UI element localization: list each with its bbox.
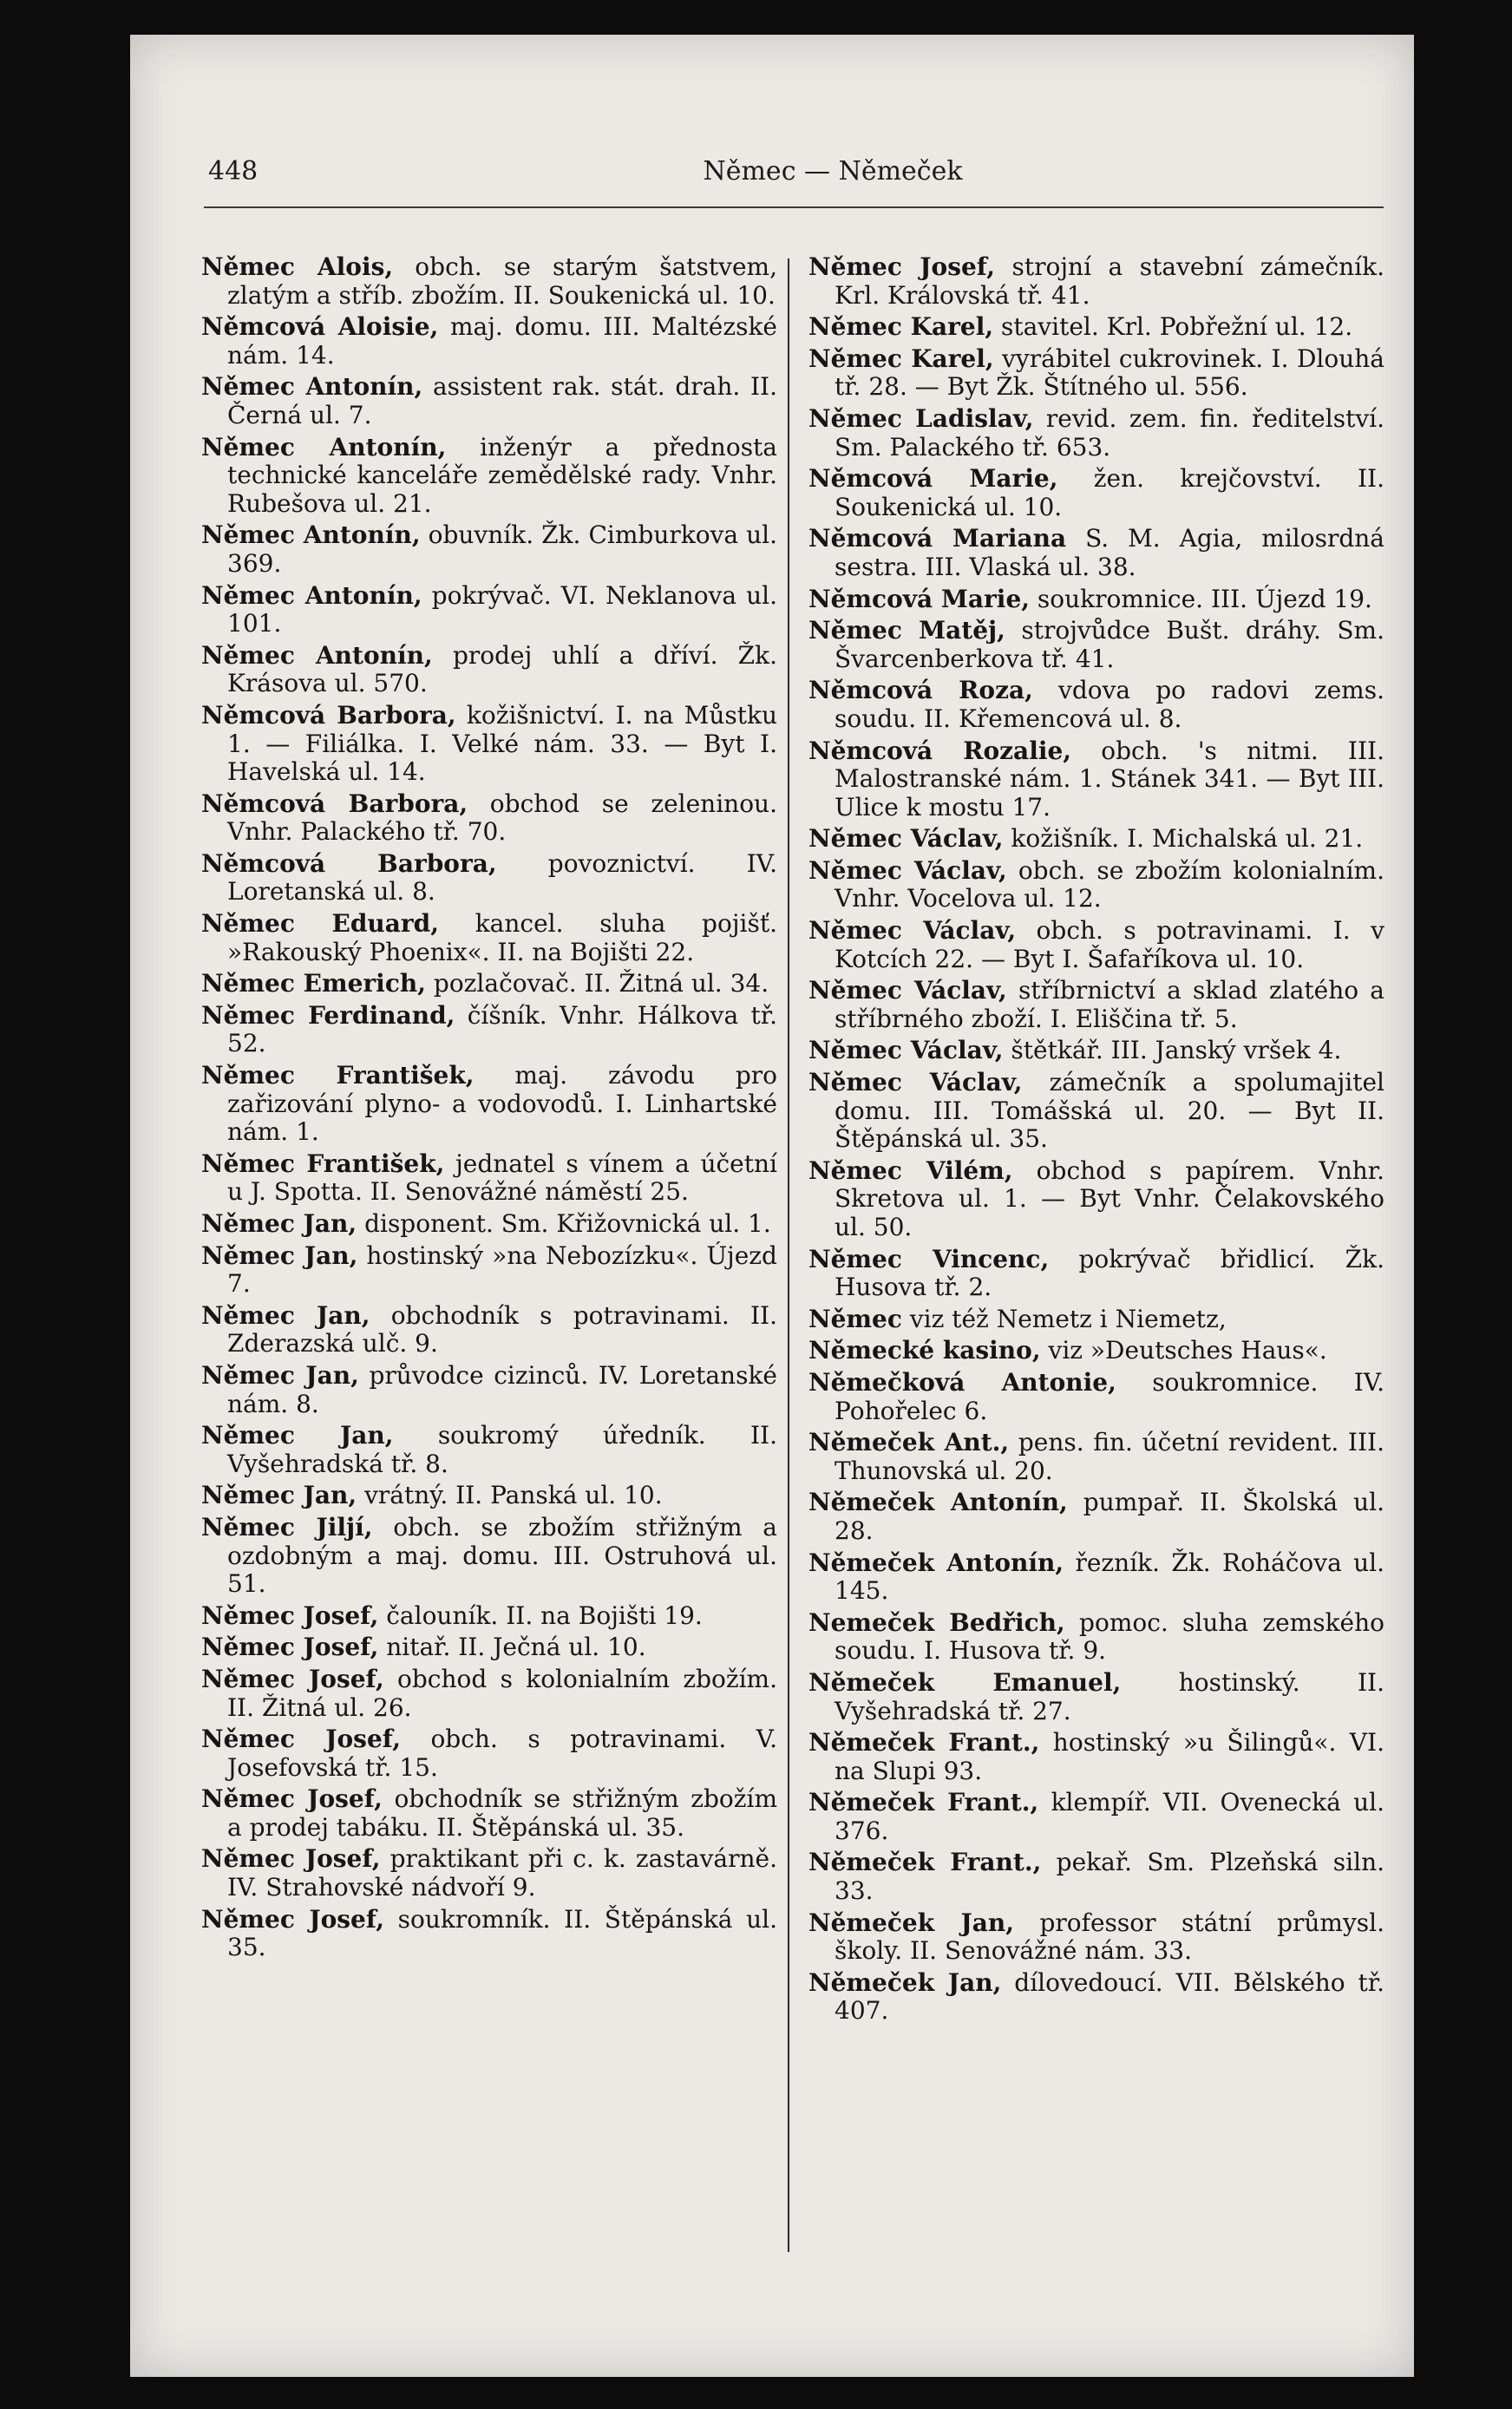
directory-entry: [201, 910, 777, 966]
entry-details: hostinský »u Šilingů«. VI. na Slupi 93.: [835, 1728, 1384, 1785]
entry-name: Němec Josef,: [201, 1844, 381, 1874]
entry-name: Němcová Mariana: [808, 524, 1067, 553]
entry-name: Němec Eduard,: [201, 909, 439, 939]
entry-name: Němec Antonín,: [201, 432, 447, 462]
entry-name: Němec Václav,: [808, 1068, 1023, 1097]
entry-name: Němec Ladislav,: [808, 403, 1034, 433]
entry-name: Němec Jan,: [201, 1481, 357, 1510]
entry-name: Němec Ferdinand,: [201, 1000, 455, 1030]
directory-entry: [201, 1242, 777, 1299]
directory-entry: [201, 373, 777, 429]
entry-details: obchodník se střižným zbožím a prodej tabáku. II. Štěpánská ul. 35.: [227, 1784, 778, 1842]
entry-name: Němeček Frant.,: [808, 1848, 1042, 1877]
entry-details: obchodník s potravinami. II. Zderazská ulč. 9.: [227, 1300, 778, 1358]
directory-entry: [808, 977, 1384, 1033]
entry-details: maj. domu. III. Maltézské nám. 14.: [227, 312, 777, 370]
directory-entry: [201, 582, 777, 638]
entry-details: jednatel s vínem a účetní u J. Spotta. II. Senovážné náměstí 25.: [227, 1149, 777, 1207]
directory-entry: [201, 642, 777, 698]
entry-name: Němec Antonín,: [201, 372, 423, 402]
entry-details: pens. fin. účetní revident. III. Thunovská ul. 20.: [835, 1428, 1384, 1485]
entry-details: stavitel. Krl. Pobřežní ul. 12.: [1000, 312, 1353, 342]
directory-entry: [201, 434, 777, 519]
directory-entry: [808, 1069, 1384, 1154]
entry-name: Němec Václav,: [808, 824, 1004, 854]
entry-details: viz též Nemetz i Niemetz,: [909, 1304, 1227, 1333]
directory-entry: [808, 1369, 1384, 1425]
entry-name: Němec Josef,: [201, 1633, 379, 1662]
entry-name: Němec Václav,: [808, 916, 1017, 946]
directory-entry: [201, 1906, 777, 1962]
entry-name: Němec Josef,: [201, 1664, 384, 1693]
entry-details: obchod se zeleninou. Vnhr. Palackého tř. 70.: [227, 789, 777, 847]
entry-details: povoznictví. IV. Loretanská ul. 8.: [227, 848, 777, 907]
entry-details: obch. s potravinami. I. v Kotcích 22. — Byt I. Šafaříkova ul. 10.: [835, 916, 1384, 973]
entry-details: obch. se zbožím kolonialním. Vnhr. Vocelova ul. 12.: [835, 855, 1384, 913]
directory-entry: [201, 790, 777, 847]
entry-details: soukromý úředník. II. Vyšehradská tř. 8.: [227, 1421, 777, 1478]
entry-details: assistent rak. stát. drah. II. Černá ul. 7.: [227, 372, 777, 429]
entry-name: Němcová Marie,: [808, 584, 1031, 613]
entry-details: číšník. Vnhr. Hálkova tř. 52.: [227, 1000, 777, 1058]
entry-details: kožišník. I. Michalská ul. 21.: [1011, 824, 1364, 854]
entry-name: Němec Alois,: [201, 252, 394, 281]
entry-name: Němec Vilém,: [808, 1155, 1013, 1185]
entry-name: Němec Josef,: [201, 1725, 401, 1754]
entry-name: Němec Václav,: [808, 976, 1007, 1005]
directory-entry: [808, 1969, 1384, 2026]
page-header: [208, 156, 1388, 208]
directory-entry: [201, 1062, 777, 1147]
entry-details: hostinský. II. Vyšehradská tř. 27.: [835, 1667, 1385, 1725]
directory-entry: [808, 313, 1384, 342]
entry-details: pekař. Sm. Plzeňská siln. 33.: [835, 1848, 1384, 1906]
entry-details: čalouník. II. na Bojišti 19.: [386, 1601, 703, 1630]
entry-details: soukromnice. IV. Pohořelec 6.: [835, 1367, 1384, 1425]
directory-entry: [201, 253, 777, 310]
entry-name: Němec Josef,: [808, 252, 995, 281]
entry-details: dílovedoucí. VII. Bělského tř. 407.: [835, 1967, 1384, 2026]
entry-name: Němcová Barbora,: [201, 848, 497, 878]
directory-entry: [808, 1337, 1384, 1365]
directory-entry: [808, 405, 1384, 462]
directory-entry: [201, 970, 777, 998]
directory-entry: [201, 1725, 777, 1782]
entry-name: Nemeček Bedřich,: [808, 1607, 1065, 1637]
directory-entry: [201, 1633, 777, 1662]
entry-name: Němeček Antonín,: [808, 1548, 1064, 1577]
directory-entry: [808, 737, 1384, 822]
entry-name: Němec František,: [201, 1061, 475, 1090]
directory-entry: [808, 617, 1384, 673]
entry-details: strojní a stavební zámečník. Krl. Královská tř. 41.: [835, 252, 1384, 310]
entry-details: průvodce cizinců. IV. Loretanské nám. 8.: [227, 1360, 777, 1418]
directory-entry: [201, 313, 777, 370]
entry-name: Němeček Antonín,: [808, 1488, 1068, 1517]
entry-details: obch. se starým šatstvem, zlatým a stříb. zbožím. II. Soukenická ul. 10.: [227, 252, 777, 310]
directory-entry: [808, 917, 1384, 973]
page-number: 448: [208, 156, 259, 187]
directory-entry: [201, 1422, 777, 1478]
directory-entry: [808, 1429, 1384, 1485]
directory-entry: [808, 1037, 1384, 1065]
directory-entry: [808, 1157, 1384, 1242]
entry-details: prodej uhlí a dříví. Žk. Krásova ul. 570.: [227, 640, 777, 698]
entry-name: Němec Josef,: [201, 1601, 379, 1630]
entry-details: řezník. Žk. Roháčova ul. 145.: [835, 1548, 1385, 1606]
entry-details: kožišnictví. I. na Můstku 1. — Filiálka. I. Velké nám. 33. — Byt I. Havelská ul. 14.: [227, 700, 777, 787]
entry-name: Němec František,: [201, 1149, 445, 1178]
entry-details: vyrábitel cukrovinek. I. Dlouhá tř. 28. — Byt Žk. Štítného ul. 556.: [835, 344, 1385, 402]
entry-name: Němec Václav,: [808, 855, 1007, 885]
directory-entry: [808, 1246, 1384, 1302]
entry-name: Němec Vincenc,: [808, 1244, 1050, 1273]
entry-name: Němec Jan,: [201, 1241, 358, 1270]
directory-entry: [808, 1489, 1384, 1545]
entry-details: revid. zem. fin. ředitelství. Sm. Palackého tř. 653.: [835, 403, 1384, 462]
entry-details: stříbrnictví a sklad zlatého a stříbrného zboží. I. Eliščina tř. 5.: [835, 976, 1384, 1033]
directory-entry: [201, 1302, 777, 1358]
entry-details: klempíř. VII. Ovenecká ul. 376.: [835, 1788, 1384, 1845]
directory-entry: [201, 1002, 777, 1058]
entry-details: viz »Deutsches Haus«.: [1048, 1336, 1327, 1365]
entry-name: Němeček Jan,: [808, 1908, 1014, 1937]
entry-name: Němcová Roza,: [808, 676, 1033, 705]
directory-entry: [808, 1789, 1384, 1845]
directory-entry: [808, 465, 1384, 521]
directory-entry: [808, 525, 1384, 581]
entry-details: praktikant při c. k. zastavárně. IV. Strahovské nádvoří 9.: [227, 1844, 777, 1902]
entry-details: obch. s potravinami. V. Josefovská tř. 15.: [227, 1725, 777, 1782]
entry-name: Němec Jan,: [201, 1209, 357, 1238]
entry-details: inženýr a přednosta technické kanceláře zemědělské rady. Vnhr. Rubešova ul. 21.: [227, 432, 778, 518]
entry-details: obuvník. Žk. Cimburkova ul. 369.: [227, 520, 778, 578]
entry-name: Němeček Frant.,: [808, 1788, 1039, 1817]
directory-entry: [808, 586, 1384, 614]
entry-details: žen. krejčovství. II. Soukenická ul. 10.: [835, 464, 1384, 521]
entry-details: pozlačovač. II. Žitná ul. 34.: [433, 969, 769, 998]
entry-name: Němcová Barbora,: [201, 789, 468, 818]
entry-name: Němec Matěj,: [808, 616, 1005, 645]
directory-entry: [808, 1609, 1384, 1666]
entry-name: Němec Antonín,: [201, 580, 422, 610]
entry-details: soukromnice. III. Újezd 19.: [1037, 584, 1372, 613]
entry-details: hostinský »na Nebozízku«. Újezd 7.: [227, 1241, 777, 1299]
entry-details: pomoc. sluha zemského soudu. I. Husova tř. 9.: [835, 1607, 1385, 1666]
entry-name: Němec Antonín,: [201, 640, 433, 670]
entry-details: soukromník. II. Štěpánská ul. 35.: [227, 1904, 777, 1962]
entry-name: Němec: [808, 1304, 902, 1333]
directory-entry: [201, 702, 777, 787]
directory-entry: [201, 1514, 777, 1599]
directory-entry: [808, 857, 1384, 913]
entry-details: pumpař. II. Školská ul. 28.: [835, 1488, 1385, 1545]
entry-details: obchod s kolonialním zbožím. II. Žitná ul. 26.: [227, 1664, 778, 1722]
directory-entry: [808, 253, 1384, 310]
directory-entry: [201, 521, 777, 578]
directory-entry: [808, 345, 1384, 402]
entry-details: maj. závodu pro zařizování plyno- a vodovodů. I. Linhartské nám. 1.: [227, 1061, 777, 1147]
directory-entry: [201, 1785, 777, 1842]
directory-entry: [808, 1849, 1384, 1905]
entry-details: vrátný. II. Panská ul. 10.: [364, 1481, 663, 1510]
entry-name: Němeček Frant.,: [808, 1728, 1040, 1758]
running-title: Němec — Němeček: [703, 156, 963, 187]
entry-name: Němcová Aloisie,: [201, 312, 439, 342]
entry-details: obch. 's nitmi. III. Malostranské nám. 1. Stánek 341. — Byt III. Ulice k mostu 17.: [835, 736, 1385, 822]
entry-details: S. M. Agia, milosrdná sestra. III. Vlaská ul. 38.: [835, 524, 1384, 581]
entry-name: Německé kasino,: [808, 1336, 1041, 1365]
entry-details: pokrývač břidlicí. Žk. Husova tř. 2.: [835, 1244, 1385, 1302]
header-rule: [204, 206, 1384, 208]
directory-entry: [808, 825, 1384, 854]
entry-name: Němec Antonín,: [201, 520, 421, 550]
directory-entry: [201, 850, 777, 907]
directory-entry: [201, 1666, 777, 1722]
entry-details: vdova po radovi zems. soudu. II. Křemencová ul. 8.: [835, 676, 1385, 733]
entry-name: Němcová Barbora,: [201, 700, 456, 730]
entry-name: Němec Jiljí,: [201, 1512, 373, 1542]
directory-entry: [808, 1306, 1384, 1334]
directory-entry: [201, 1845, 777, 1902]
directory-entry: [201, 1482, 777, 1510]
directory-entry: [808, 1729, 1384, 1785]
directory-entry: [201, 1210, 777, 1239]
entry-name: Němec Karel,: [808, 344, 994, 373]
directory-entry: [808, 1909, 1384, 1966]
directory-entry: [808, 1549, 1384, 1606]
entry-name: Němeček Jan,: [808, 1967, 1002, 1997]
entry-name: Němec Karel,: [808, 312, 994, 342]
entry-name: Němeček Ant.,: [808, 1428, 1010, 1457]
entry-name: Němec Josef,: [201, 1904, 385, 1934]
directory-entry: [201, 1602, 777, 1631]
entry-details: professor státní průmysl. školy. II. Senovážné nám. 33.: [835, 1908, 1385, 1966]
column-divider: [788, 259, 789, 2252]
entry-name: Němec Jan,: [201, 1360, 359, 1390]
entry-name: Němec Emerich,: [201, 969, 426, 998]
entry-name: Němečková Antonie,: [808, 1367, 1116, 1397]
left-column: [201, 253, 777, 1966]
entry-name: Němec Josef,: [201, 1784, 383, 1814]
entry-name: Němec Jan,: [201, 1300, 370, 1330]
entry-details: štětkář. III. Janský vršek 4.: [1011, 1036, 1342, 1065]
entry-details: zámečník a spolumajitel domu. III. Tomášská ul. 20. — Byt II. Štěpánská ul. 35.: [835, 1068, 1384, 1154]
entry-details: disponent. Sm. Křižovnická ul. 1.: [364, 1209, 771, 1238]
entry-details: strojvůdce Bušt. dráhy. Sm. Švarcenberkova tř. 41.: [835, 616, 1384, 673]
entry-name: Němeček Emanuel,: [808, 1667, 1122, 1697]
directory-entry: [808, 677, 1384, 733]
directory-entry: [201, 1362, 777, 1418]
entry-name: Němec Jan,: [201, 1421, 394, 1450]
directory-entry: [201, 1150, 777, 1207]
entry-name: Němcová Marie,: [808, 464, 1058, 494]
entry-details: obch. se zbožím střižným a ozdobným a maj. domu. III. Ostruhová ul. 51.: [227, 1512, 777, 1599]
entry-name: Němec Václav,: [808, 1036, 1004, 1065]
directory-entry: [808, 1669, 1384, 1725]
right-column: [808, 253, 1384, 2029]
entry-details: kancel. sluha pojišť. »Rakouský Phoenix«. II. na Bojišti 22.: [227, 909, 777, 966]
entry-details: pokrývač. VI. Neklanova ul. 101.: [227, 580, 778, 638]
entry-details: obchod s papírem. Vnhr. Skretova ul. 1. — Byt Vnhr. Čelakovského ul. 50.: [835, 1155, 1385, 1241]
entry-details: nitař. II. Ječná ul. 10.: [386, 1633, 646, 1662]
entry-name: Němcová Rozalie,: [808, 736, 1072, 765]
